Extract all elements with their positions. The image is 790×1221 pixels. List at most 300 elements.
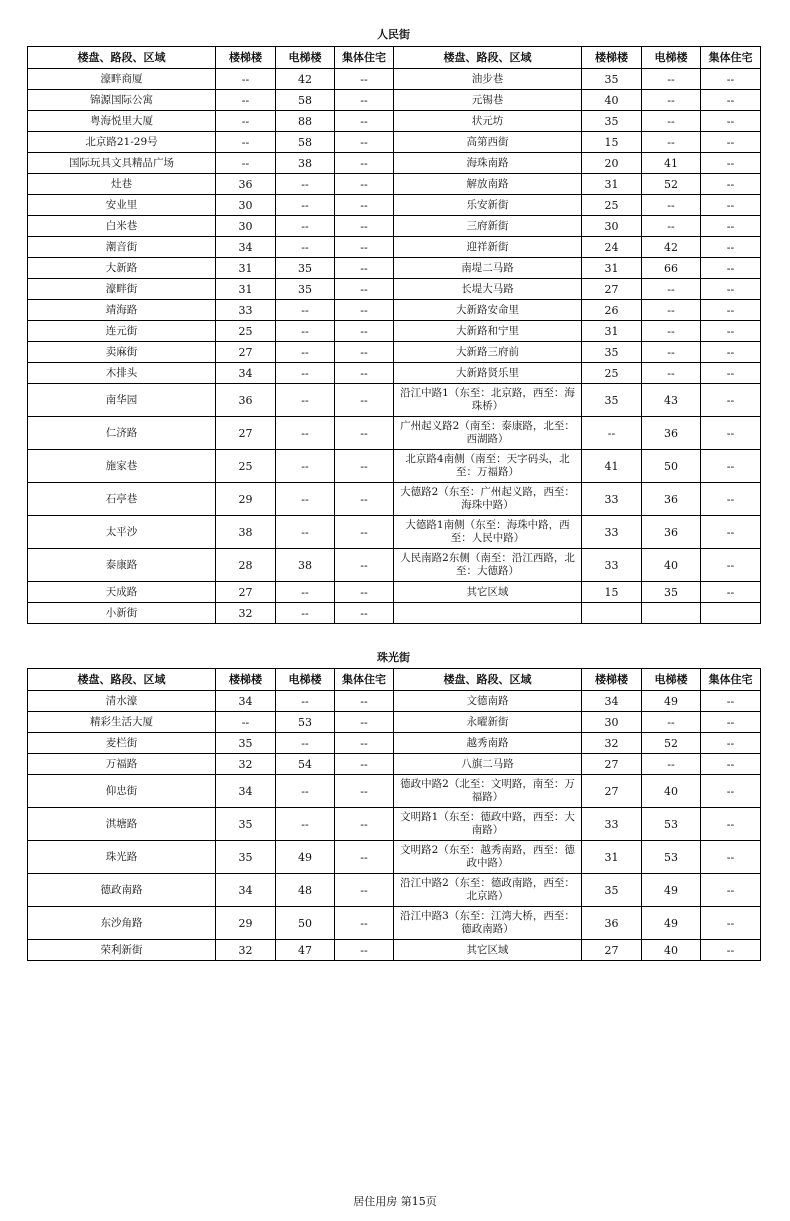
cell-elevator-left: 35 [276, 258, 335, 279]
cell-stair-right: 30 [582, 216, 642, 237]
cell-name-left: 清水濠 [28, 691, 216, 712]
zhuguang-table [27, 668, 761, 961]
cell-stair-left: 32 [216, 603, 276, 624]
column-header-collective-left: 集体住宅 [335, 47, 394, 69]
cell-name-right: 海珠南路 [394, 153, 582, 174]
cell-name-left: 珠光路 [28, 841, 216, 874]
cell-stair-right: 27 [582, 754, 642, 775]
cell-elevator-left: 50 [276, 907, 335, 940]
cell-stair-left: 35 [216, 841, 276, 874]
section-title-zhuguang: 珠光街 [377, 651, 410, 664]
cell-stair-right [582, 603, 642, 624]
cell-collective-right: -- [701, 582, 761, 603]
cell-stair-right: 33 [582, 516, 642, 549]
cell-elevator-right: -- [642, 132, 701, 153]
cell-elevator-left: -- [276, 174, 335, 195]
cell-elevator-left: -- [276, 237, 335, 258]
cell-elevator-right: -- [642, 90, 701, 111]
cell-elevator-left: 48 [276, 874, 335, 907]
table-row [28, 603, 761, 624]
cell-elevator-right: 42 [642, 237, 701, 258]
cell-name-right: 其它区域 [394, 582, 582, 603]
cell-collective-left: -- [335, 237, 394, 258]
cell-stair-right: 31 [582, 321, 642, 342]
table-row [28, 342, 761, 363]
cell-stair-right: 34 [582, 691, 642, 712]
cell-stair-left: 32 [216, 940, 276, 961]
header-row [28, 669, 761, 691]
cell-elevator-right: 40 [642, 940, 701, 961]
cell-stair-right: 35 [582, 874, 642, 907]
cell-name-right: 元锡巷 [394, 90, 582, 111]
cell-collective-left: -- [335, 483, 394, 516]
cell-collective-right: -- [701, 216, 761, 237]
cell-collective-left: -- [335, 90, 394, 111]
cell-elevator-right: -- [642, 195, 701, 216]
cell-name-left: 淇塘路 [28, 808, 216, 841]
cell-name-right: 越秀南路 [394, 733, 582, 754]
cell-stair-left: -- [216, 153, 276, 174]
cell-collective-right: -- [701, 733, 761, 754]
cell-elevator-right: 36 [642, 483, 701, 516]
cell-name-right: 大新路三府前 [394, 342, 582, 363]
cell-elevator-right: -- [642, 279, 701, 300]
cell-name-left: 靖海路 [28, 300, 216, 321]
cell-stair-right: 35 [582, 69, 642, 90]
table-row [28, 321, 761, 342]
cell-stair-left: 27 [216, 582, 276, 603]
cell-collective-left: -- [335, 603, 394, 624]
cell-elevator-left: -- [276, 300, 335, 321]
cell-collective-left: -- [335, 132, 394, 153]
table-row [28, 195, 761, 216]
table-row [28, 417, 761, 450]
cell-elevator-right: 53 [642, 808, 701, 841]
table-row [28, 174, 761, 195]
cell-elevator-left: -- [276, 342, 335, 363]
cell-elevator-left: 58 [276, 90, 335, 111]
cell-elevator-left: 47 [276, 940, 335, 961]
cell-collective-left: -- [335, 195, 394, 216]
cell-collective-right: -- [701, 775, 761, 808]
cell-name-left: 仰忠街 [28, 775, 216, 808]
cell-collective-left: -- [335, 321, 394, 342]
cell-stair-right: 15 [582, 132, 642, 153]
cell-name-left: 卖麻街 [28, 342, 216, 363]
cell-collective-right: -- [701, 237, 761, 258]
cell-collective-left: -- [335, 342, 394, 363]
cell-stair-right: 31 [582, 258, 642, 279]
cell-elevator-right: -- [642, 216, 701, 237]
cell-elevator-right: 35 [642, 582, 701, 603]
cell-stair-left: 27 [216, 342, 276, 363]
cell-name-left: 粤海悦里大厦 [28, 111, 216, 132]
cell-name-right: 广州起义路2（南至：泰康路，北至：西湖路） [394, 417, 582, 450]
column-header-name-left: 楼盘、路段、区域 [28, 47, 216, 69]
cell-collective-left: -- [335, 754, 394, 775]
cell-name-right: 其它区域 [394, 940, 582, 961]
cell-stair-left: 27 [216, 417, 276, 450]
cell-stair-left: 35 [216, 733, 276, 754]
cell-name-right: 解放南路 [394, 174, 582, 195]
column-header-name-right: 楼盘、路段、区域 [394, 47, 582, 69]
cell-collective-right: -- [701, 69, 761, 90]
cell-elevator-left: 49 [276, 841, 335, 874]
cell-name-left: 施家巷 [28, 450, 216, 483]
table-row [28, 691, 761, 712]
cell-name-left: 德政南路 [28, 874, 216, 907]
cell-elevator-left: -- [276, 483, 335, 516]
cell-elevator-left: 35 [276, 279, 335, 300]
cell-elevator-left: -- [276, 516, 335, 549]
cell-collective-left: -- [335, 153, 394, 174]
cell-collective-right: -- [701, 841, 761, 874]
cell-elevator-right [642, 603, 701, 624]
cell-stair-right: -- [582, 417, 642, 450]
table-row [28, 841, 761, 874]
cell-name-right: 沿江中路2（东至：德政南路，西至：北京路） [394, 874, 582, 907]
cell-stair-right: 24 [582, 237, 642, 258]
cell-collective-left: -- [335, 691, 394, 712]
cell-elevator-left: -- [276, 417, 335, 450]
column-header-elevator-left: 电梯楼 [276, 669, 335, 691]
cell-collective-left: -- [335, 258, 394, 279]
cell-collective-left: -- [335, 279, 394, 300]
cell-stair-right: 33 [582, 549, 642, 582]
table-row [28, 874, 761, 907]
cell-stair-left: 34 [216, 874, 276, 907]
cell-collective-right: -- [701, 321, 761, 342]
cell-elevator-right: -- [642, 754, 701, 775]
table-row [28, 258, 761, 279]
table-row [28, 384, 761, 417]
cell-stair-left: -- [216, 69, 276, 90]
cell-name-left: 濠畔商厦 [28, 69, 216, 90]
cell-name-right: 永曜新街 [394, 712, 582, 733]
cell-elevator-left: -- [276, 691, 335, 712]
cell-elevator-left: -- [276, 216, 335, 237]
cell-collective-right: -- [701, 417, 761, 450]
cell-stair-left: 36 [216, 174, 276, 195]
cell-elevator-left: 38 [276, 549, 335, 582]
header-row [28, 47, 761, 69]
cell-collective-right: -- [701, 342, 761, 363]
cell-name-left: 北京路21-29号 [28, 132, 216, 153]
cell-elevator-right: 50 [642, 450, 701, 483]
cell-elevator-left: -- [276, 603, 335, 624]
cell-name-left: 潮音街 [28, 237, 216, 258]
cell-collective-left: -- [335, 216, 394, 237]
cell-collective-right: -- [701, 516, 761, 549]
cell-collective-left: -- [335, 549, 394, 582]
cell-name-right: 南堤二马路 [394, 258, 582, 279]
cell-stair-left: 30 [216, 195, 276, 216]
cell-elevator-left: -- [276, 775, 335, 808]
cell-elevator-right: 52 [642, 733, 701, 754]
cell-collective-right: -- [701, 874, 761, 907]
cell-collective-left: -- [335, 841, 394, 874]
cell-stair-left: -- [216, 712, 276, 733]
cell-collective-right: -- [701, 174, 761, 195]
cell-stair-right: 31 [582, 841, 642, 874]
cell-name-right: 长堤大马路 [394, 279, 582, 300]
cell-name-left: 小新街 [28, 603, 216, 624]
cell-name-left: 仁济路 [28, 417, 216, 450]
cell-name-right: 德政中路2（北至：文明路，南至：万福路） [394, 775, 582, 808]
table-row [28, 712, 761, 733]
cell-elevator-right: -- [642, 111, 701, 132]
cell-elevator-left: -- [276, 384, 335, 417]
cell-collective-right: -- [701, 111, 761, 132]
cell-name-right: 北京路4南侧（南至：天字码头，北至：万福路） [394, 450, 582, 483]
cell-collective-right: -- [701, 483, 761, 516]
cell-elevator-left: 58 [276, 132, 335, 153]
cell-elevator-right: 36 [642, 516, 701, 549]
cell-name-left: 锦源国际公寓 [28, 90, 216, 111]
column-header-stair-left: 楼梯楼 [216, 47, 276, 69]
cell-name-left: 南华园 [28, 384, 216, 417]
cell-stair-left: 31 [216, 279, 276, 300]
cell-collective-right: -- [701, 384, 761, 417]
cell-collective-right: -- [701, 712, 761, 733]
cell-name-left: 连元街 [28, 321, 216, 342]
cell-collective-right: -- [701, 907, 761, 940]
cell-name-right: 沿江中路1（东至：北京路，西至：海珠桥） [394, 384, 582, 417]
section-title-renmin: 人民街 [377, 28, 410, 41]
cell-name-left: 大新路 [28, 258, 216, 279]
cell-stair-left: 30 [216, 216, 276, 237]
cell-name-left: 安业里 [28, 195, 216, 216]
cell-name-right: 大新路和宁里 [394, 321, 582, 342]
cell-elevator-left: -- [276, 733, 335, 754]
cell-elevator-right: -- [642, 363, 701, 384]
cell-elevator-right: 40 [642, 775, 701, 808]
column-header-name-right: 楼盘、路段、区域 [394, 669, 582, 691]
cell-collective-left: -- [335, 384, 394, 417]
column-header-stair-right: 楼梯楼 [582, 47, 642, 69]
cell-collective-right: -- [701, 691, 761, 712]
table-row [28, 216, 761, 237]
cell-elevator-left: -- [276, 195, 335, 216]
cell-stair-right: 40 [582, 90, 642, 111]
cell-name-right: 大德路1南侧（东至：海珠中路，西至：人民中路） [394, 516, 582, 549]
cell-stair-right: 26 [582, 300, 642, 321]
cell-stair-right: 27 [582, 279, 642, 300]
cell-elevator-right: 49 [642, 874, 701, 907]
cell-elevator-right: 43 [642, 384, 701, 417]
cell-name-right: 文明路2（东至：越秀南路，西至：德政中路） [394, 841, 582, 874]
cell-stair-right: 35 [582, 342, 642, 363]
table-row [28, 363, 761, 384]
cell-elevator-right: 53 [642, 841, 701, 874]
table-row [28, 483, 761, 516]
cell-name-left: 木排头 [28, 363, 216, 384]
cell-stair-right: 15 [582, 582, 642, 603]
cell-elevator-right: 49 [642, 907, 701, 940]
cell-name-left: 万福路 [28, 754, 216, 775]
cell-name-right: 沿江中路3（东至：江湾大桥，西至：德政南路） [394, 907, 582, 940]
cell-stair-right: 36 [582, 907, 642, 940]
table-row [28, 111, 761, 132]
cell-elevator-left: 53 [276, 712, 335, 733]
cell-collective-left: -- [335, 111, 394, 132]
table-row [28, 775, 761, 808]
cell-collective-right: -- [701, 754, 761, 775]
column-header-elevator-left: 电梯楼 [276, 47, 335, 69]
cell-collective-right: -- [701, 195, 761, 216]
table-row [28, 300, 761, 321]
cell-name-right: 三府新街 [394, 216, 582, 237]
cell-name-right: 高第西街 [394, 132, 582, 153]
cell-elevator-right: 36 [642, 417, 701, 450]
cell-name-left: 东沙角路 [28, 907, 216, 940]
cell-collective-right: -- [701, 300, 761, 321]
cell-name-left: 白米巷 [28, 216, 216, 237]
cell-elevator-left: 54 [276, 754, 335, 775]
cell-name-right: 文明路1（东至：德政中路，西至：大南路） [394, 808, 582, 841]
cell-elevator-right: 52 [642, 174, 701, 195]
cell-stair-right: 33 [582, 808, 642, 841]
table-row [28, 90, 761, 111]
table-row [28, 132, 761, 153]
cell-name-right: 人民南路2东侧（南至：沿江西路，北至：大德路） [394, 549, 582, 582]
cell-stair-left: 34 [216, 363, 276, 384]
cell-collective-right: -- [701, 450, 761, 483]
cell-collective-right: -- [701, 279, 761, 300]
table-row [28, 516, 761, 549]
cell-collective-left: -- [335, 69, 394, 90]
cell-name-left: 濠畔街 [28, 279, 216, 300]
cell-stair-right: 33 [582, 483, 642, 516]
cell-collective-left: -- [335, 516, 394, 549]
cell-stair-right: 32 [582, 733, 642, 754]
cell-stair-left: 34 [216, 775, 276, 808]
cell-collective-left: -- [335, 712, 394, 733]
cell-name-right: 大新路贤乐里 [394, 363, 582, 384]
cell-name-left: 太平沙 [28, 516, 216, 549]
cell-stair-left: 25 [216, 321, 276, 342]
table-row [28, 69, 761, 90]
cell-elevator-left: -- [276, 363, 335, 384]
cell-elevator-right: 49 [642, 691, 701, 712]
cell-collective-left: -- [335, 363, 394, 384]
cell-stair-left: 29 [216, 907, 276, 940]
column-header-collective-right: 集体住宅 [701, 669, 761, 691]
cell-collective-right: -- [701, 90, 761, 111]
table-row [28, 153, 761, 174]
column-header-name-left: 楼盘、路段、区域 [28, 669, 216, 691]
cell-collective-right: -- [701, 808, 761, 841]
cell-stair-left: 29 [216, 483, 276, 516]
cell-name-left: 麦栏街 [28, 733, 216, 754]
cell-stair-left: 33 [216, 300, 276, 321]
cell-elevator-right: -- [642, 342, 701, 363]
table-row [28, 733, 761, 754]
cell-collective-right: -- [701, 363, 761, 384]
cell-name-right: 大德路2（东至：广州起义路，西至：海珠中路） [394, 483, 582, 516]
cell-collective-left: -- [335, 300, 394, 321]
cell-collective-left: -- [335, 907, 394, 940]
cell-collective-left: -- [335, 174, 394, 195]
cell-stair-left: 25 [216, 450, 276, 483]
cell-stair-left: 34 [216, 691, 276, 712]
cell-name-right: 乐安新街 [394, 195, 582, 216]
cell-collective-left: -- [335, 874, 394, 907]
page-footer: 居住用房 第15页 [353, 1195, 437, 1208]
cell-elevator-left: -- [276, 321, 335, 342]
cell-stair-right: 30 [582, 712, 642, 733]
cell-collective-left: -- [335, 808, 394, 841]
cell-name-right: 迎祥新街 [394, 237, 582, 258]
cell-elevator-right: -- [642, 321, 701, 342]
column-header-collective-left: 集体住宅 [335, 669, 394, 691]
renmin-table [27, 46, 761, 624]
cell-stair-right: 41 [582, 450, 642, 483]
cell-elevator-right: -- [642, 300, 701, 321]
cell-name-right: 油步巷 [394, 69, 582, 90]
table-row [28, 754, 761, 775]
cell-collective-left: -- [335, 450, 394, 483]
cell-stair-right: 20 [582, 153, 642, 174]
cell-name-left: 灶巷 [28, 174, 216, 195]
cell-elevator-right: 40 [642, 549, 701, 582]
cell-collective-left: -- [335, 940, 394, 961]
cell-collective-right: -- [701, 258, 761, 279]
cell-name-right [394, 603, 582, 624]
cell-elevator-left: 42 [276, 69, 335, 90]
cell-elevator-left: -- [276, 582, 335, 603]
table-row [28, 808, 761, 841]
cell-stair-right: 27 [582, 940, 642, 961]
cell-name-left: 精彩生活大厦 [28, 712, 216, 733]
cell-name-right: 大新路安命里 [394, 300, 582, 321]
cell-collective-left: -- [335, 733, 394, 754]
cell-collective-right: -- [701, 940, 761, 961]
cell-stair-left: 36 [216, 384, 276, 417]
column-header-stair-left: 楼梯楼 [216, 669, 276, 691]
cell-name-left: 泰康路 [28, 549, 216, 582]
cell-collective-right: -- [701, 132, 761, 153]
cell-elevator-right: -- [642, 69, 701, 90]
cell-elevator-left: 88 [276, 111, 335, 132]
cell-name-right: 文德南路 [394, 691, 582, 712]
cell-stair-right: 31 [582, 174, 642, 195]
table-row [28, 279, 761, 300]
cell-elevator-right: -- [642, 712, 701, 733]
cell-stair-right: 35 [582, 111, 642, 132]
column-header-elevator-right: 电梯楼 [642, 669, 701, 691]
table-row [28, 907, 761, 940]
column-header-stair-right: 楼梯楼 [582, 669, 642, 691]
cell-elevator-left: -- [276, 808, 335, 841]
column-header-collective-right: 集体住宅 [701, 47, 761, 69]
cell-collective-right: -- [701, 153, 761, 174]
column-header-elevator-right: 电梯楼 [642, 47, 701, 69]
cell-stair-left: 38 [216, 516, 276, 549]
table-row [28, 237, 761, 258]
cell-stair-right: 25 [582, 195, 642, 216]
cell-name-right: 八旗二马路 [394, 754, 582, 775]
cell-stair-left: -- [216, 90, 276, 111]
cell-stair-left: -- [216, 111, 276, 132]
cell-stair-right: 25 [582, 363, 642, 384]
table-row [28, 549, 761, 582]
cell-name-left: 国际玩具文具精品广场 [28, 153, 216, 174]
cell-collective-right: -- [701, 549, 761, 582]
cell-elevator-right: 41 [642, 153, 701, 174]
table-row [28, 940, 761, 961]
cell-name-right: 状元坊 [394, 111, 582, 132]
